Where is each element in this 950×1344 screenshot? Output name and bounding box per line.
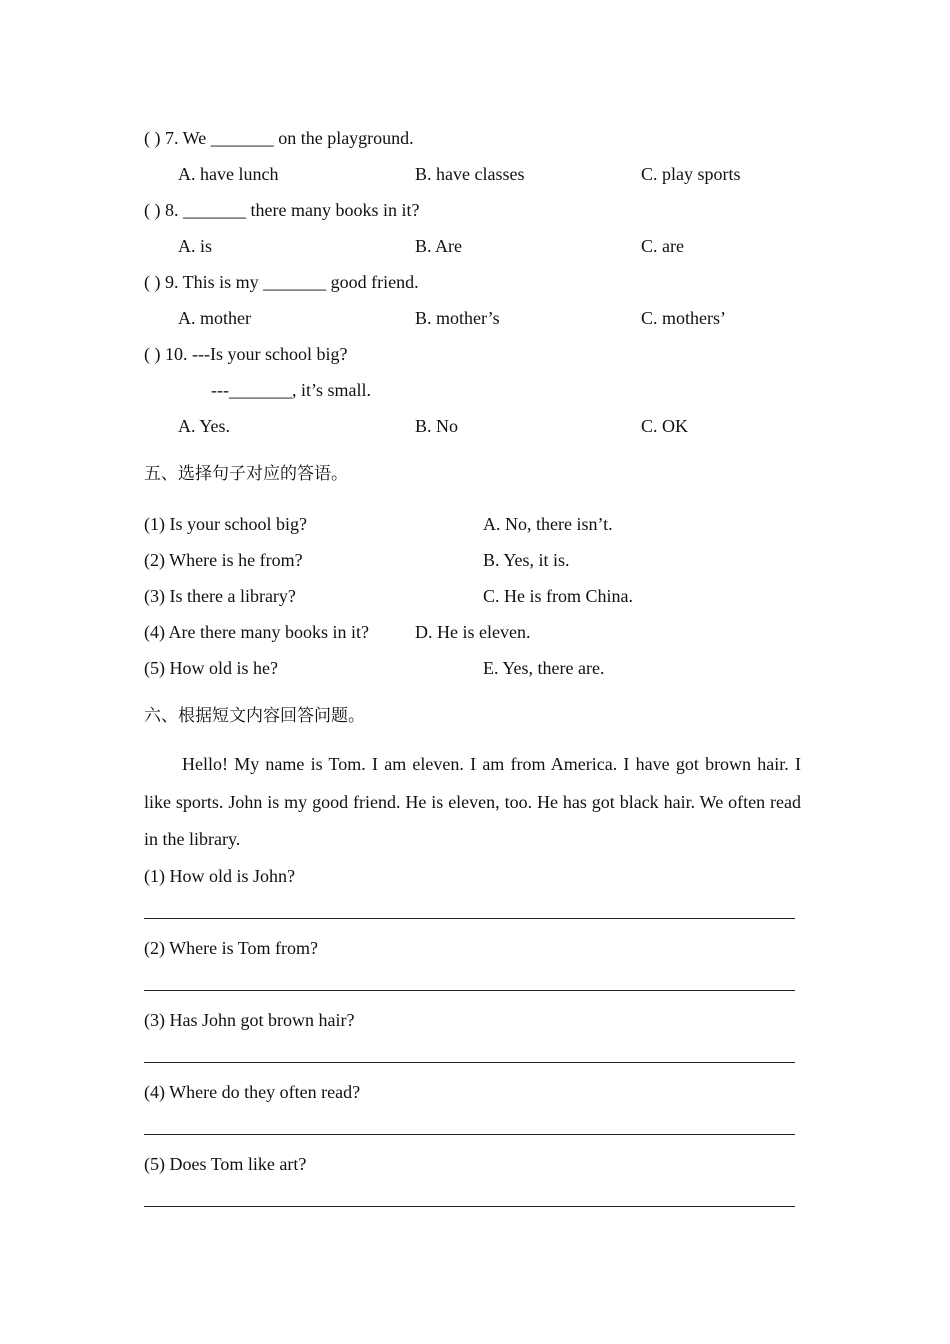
- option-b-7: B. have classes: [415, 164, 525, 184]
- match-question-5: (5) How old is he?: [144, 658, 278, 678]
- reading-question-2: (2) Where is Tom from?: [144, 938, 319, 958]
- section-5-title: 五、选择句子对应的答语。: [144, 464, 348, 484]
- reading-question-1: (1) How old is John?: [144, 866, 295, 886]
- answer-line-5[interactable]: [144, 1206, 795, 1207]
- reading-question-4: (4) Where do they often read?: [144, 1082, 361, 1102]
- option-a-7: A. have lunch: [178, 164, 279, 184]
- match-question-1: (1) Is your school big?: [144, 514, 307, 534]
- answer-line-1[interactable]: [144, 918, 795, 919]
- reading-passage: Hello! My name is Tom. I am eleven. I am from America. I have got brown hair. I like sports. John is my good friend. He is eleven, too. He has got black hair. We often read in the library.: [144, 754, 801, 849]
- option-b-8: B. Are: [415, 236, 462, 256]
- option-b-9: B. mother’s: [415, 308, 500, 328]
- match-answer-c: C. He is from China.: [483, 586, 633, 606]
- option-c-9: C. mothers’: [641, 308, 726, 328]
- option-c-10: C. OK: [641, 416, 689, 436]
- match-answer-b: B. Yes, it is.: [483, 550, 570, 570]
- option-a-10: A. Yes.: [178, 416, 231, 436]
- question-stem-10-reply: ---_______, it’s small.: [211, 380, 371, 400]
- option-b-10: B. No: [415, 416, 459, 436]
- option-c-7: C. play sports: [641, 164, 741, 184]
- match-question-2: (2) Where is he from?: [144, 550, 303, 570]
- match-answer-a: A. No, there isn’t.: [483, 514, 613, 534]
- answer-line-4[interactable]: [144, 1134, 795, 1135]
- answer-line-2[interactable]: [144, 990, 795, 991]
- answer-line-3[interactable]: [144, 1062, 795, 1063]
- option-c-8: C. are: [641, 236, 684, 256]
- match-question-4: (4) Are there many books in it?: [144, 622, 369, 642]
- question-stem-9: ( ) 9. This is my _______ good friend.: [144, 272, 419, 292]
- question-stem-7: ( ) 7. We _______ on the playground.: [144, 128, 414, 148]
- option-a-9: A. mother: [178, 308, 251, 328]
- match-answer-d: D. He is eleven.: [415, 622, 531, 642]
- reading-question-5: (5) Does Tom like art?: [144, 1154, 307, 1174]
- option-a-8: A. is: [178, 236, 213, 256]
- question-stem-10: ( ) 10. ---Is your school big?: [144, 344, 348, 364]
- match-question-3: (3) Is there a library?: [144, 586, 296, 606]
- reading-question-3: (3) Has John got brown hair?: [144, 1010, 355, 1030]
- section-6-title: 六、根据短文内容回答问题。: [144, 706, 365, 726]
- question-stem-8: ( ) 8. _______ there many books in it?: [144, 200, 420, 220]
- match-answer-e: E. Yes, there are.: [483, 658, 605, 678]
